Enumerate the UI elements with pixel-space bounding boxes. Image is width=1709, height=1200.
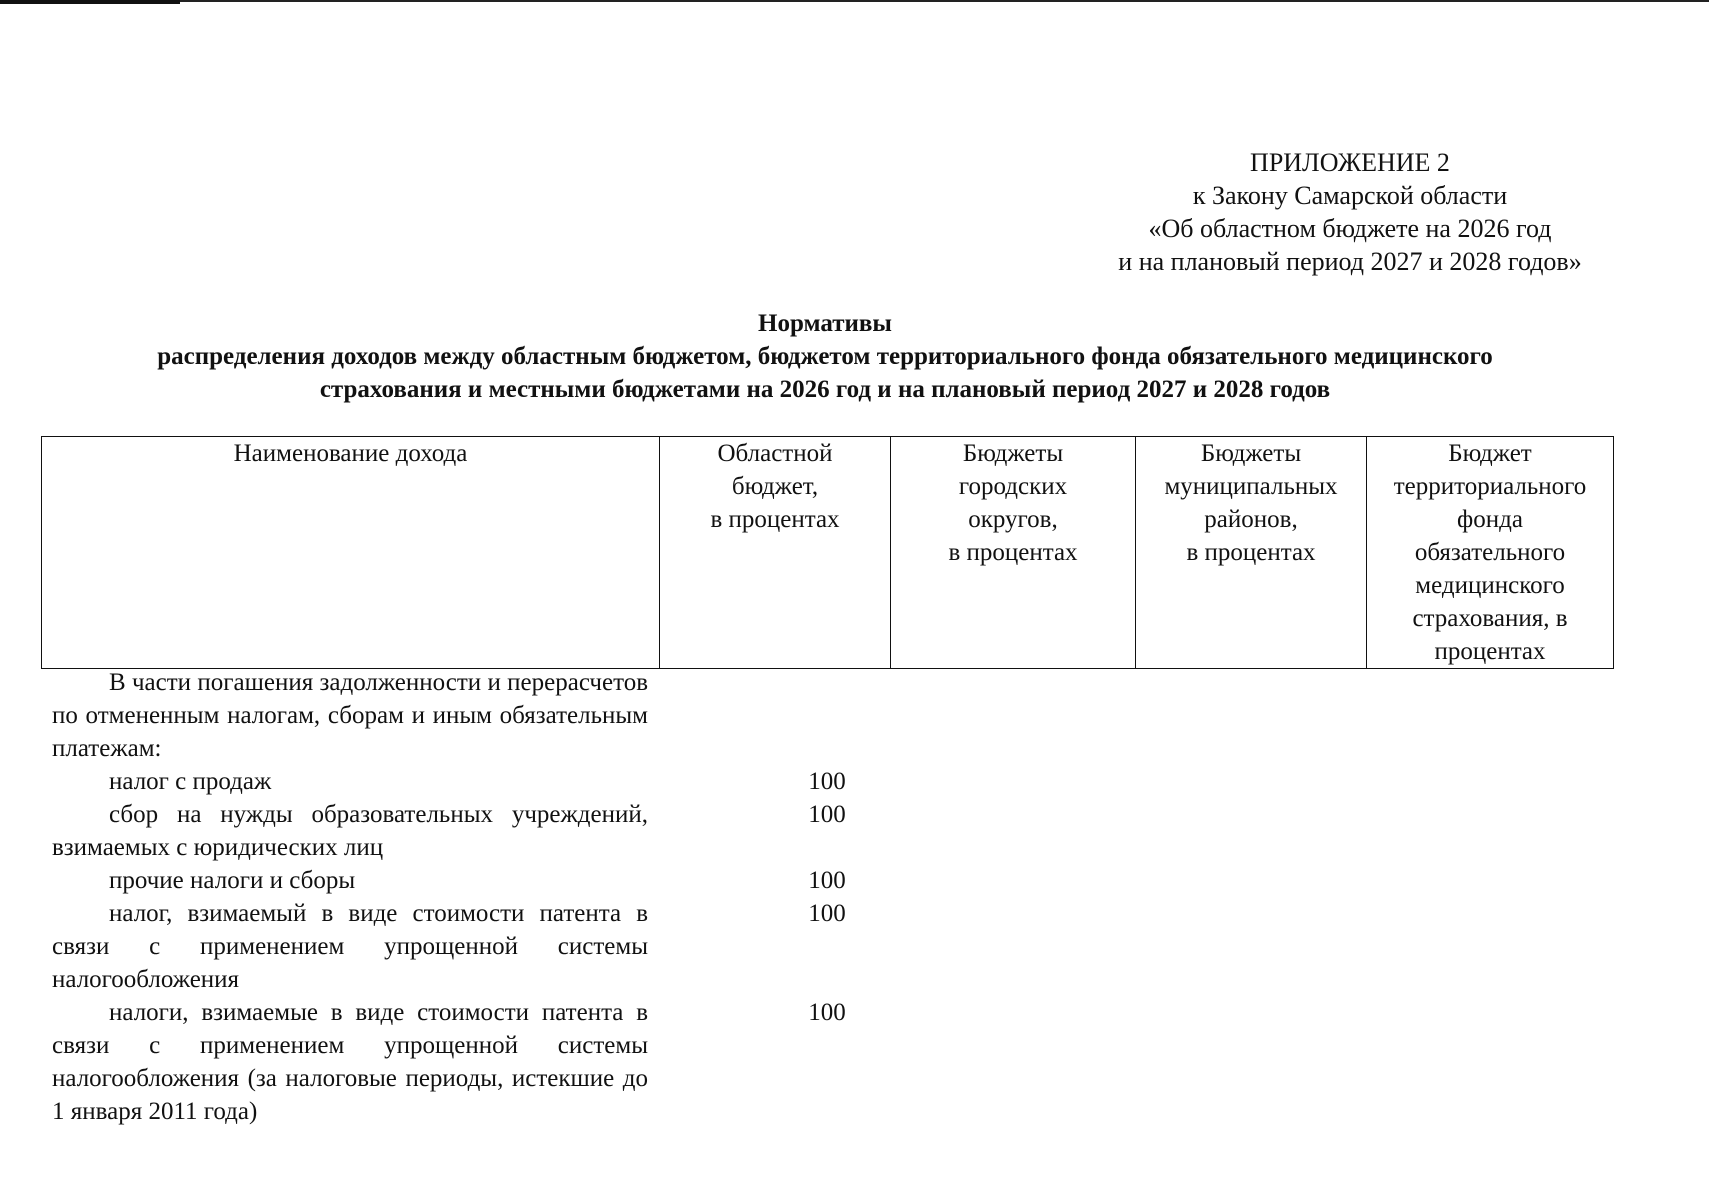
header-line: округов, [968, 506, 1058, 533]
appendix-law-title-cont: и на плановый период 2027 и 2028 годов» [1118, 247, 1582, 276]
header-line: в процентах [1186, 539, 1316, 566]
regional-value: 100 [808, 801, 846, 828]
scan-border-line-thick [0, 0, 180, 4]
header-line: муниципальных [1164, 473, 1338, 500]
regional-value: 100 [808, 867, 846, 894]
header-line: Областной [717, 440, 833, 467]
income-name: налоги, взимаемые в виде стоимости патента в связи с применением упрощенной системы налогообложения (за налоговые периоды, истекшие до 1 января 2011 года) [52, 999, 648, 1125]
table-row [52, 798, 1652, 864]
income-name: сбор на нужды образовательных учреждений, взимаемых с юридических лиц [52, 801, 648, 861]
income-name: налог с продаж [109, 768, 272, 795]
header-line: процентах [1434, 638, 1546, 665]
header-regional-budget [660, 437, 891, 669]
header-income-name [42, 437, 660, 669]
header-line: Бюджеты [1200, 440, 1302, 467]
header-city-districts [891, 437, 1136, 669]
appendix-header [1040, 146, 1660, 278]
header-municipal-districts [1136, 437, 1367, 669]
table-row [52, 666, 1652, 765]
table-header [41, 436, 1614, 669]
header-line: обязательного [1414, 539, 1566, 566]
header-line: в процентах [710, 506, 840, 533]
header-row [42, 437, 1614, 669]
header-line: Бюджеты [962, 440, 1064, 467]
header-line: районов, [1204, 506, 1298, 533]
header-line: Наименование дохода [233, 440, 468, 467]
title-line-3: страхования и местными бюджетами на 2026 год и на плановый период 2027 и 2028 годов [319, 376, 1331, 403]
header-line: медицинского [1415, 572, 1565, 599]
appendix-law: к Закону Самарской области [1192, 181, 1508, 210]
document-title [40, 307, 1610, 406]
header-line: страхования, в [1412, 605, 1568, 632]
scan-border-line [0, 0, 1709, 2]
income-name: В части погашения задолженности и перерасчетов по отмененным налогам, сборам и иным обязательным платежам: [52, 669, 648, 762]
appendix-number: ПРИЛОЖЕНИЕ 2 [1250, 148, 1450, 177]
appendix-law-title: «Об областном бюджете на 2026 год [1148, 214, 1552, 243]
regional-value: 100 [808, 768, 846, 795]
regional-value: 100 [808, 900, 846, 927]
table-row [52, 765, 1652, 798]
table-row [52, 864, 1652, 897]
header-line: городских [958, 473, 1068, 500]
income-name: налог, взимаемый в виде стоимости патента в связи с применением упрощенной системы налогообложения [52, 900, 648, 993]
table-row [52, 996, 1652, 1128]
title-line-2: распределения доходов между областным бюджетом, бюджетом территориального фонда обязательного медицинского [157, 343, 1493, 370]
header-line: фонда [1457, 506, 1523, 533]
header-line: в процентах [948, 539, 1078, 566]
title-line-1: Нормативы [758, 310, 892, 337]
header-line: территориального [1393, 473, 1587, 500]
regional-value: 100 [808, 999, 846, 1026]
income-name: прочие налоги и сборы [109, 867, 356, 894]
table-row [52, 897, 1652, 996]
header-medical-insurance-fund [1367, 437, 1614, 669]
header-line: бюджет, [731, 473, 819, 500]
header-line: Бюджет [1448, 440, 1532, 467]
table-body [52, 666, 1652, 1128]
